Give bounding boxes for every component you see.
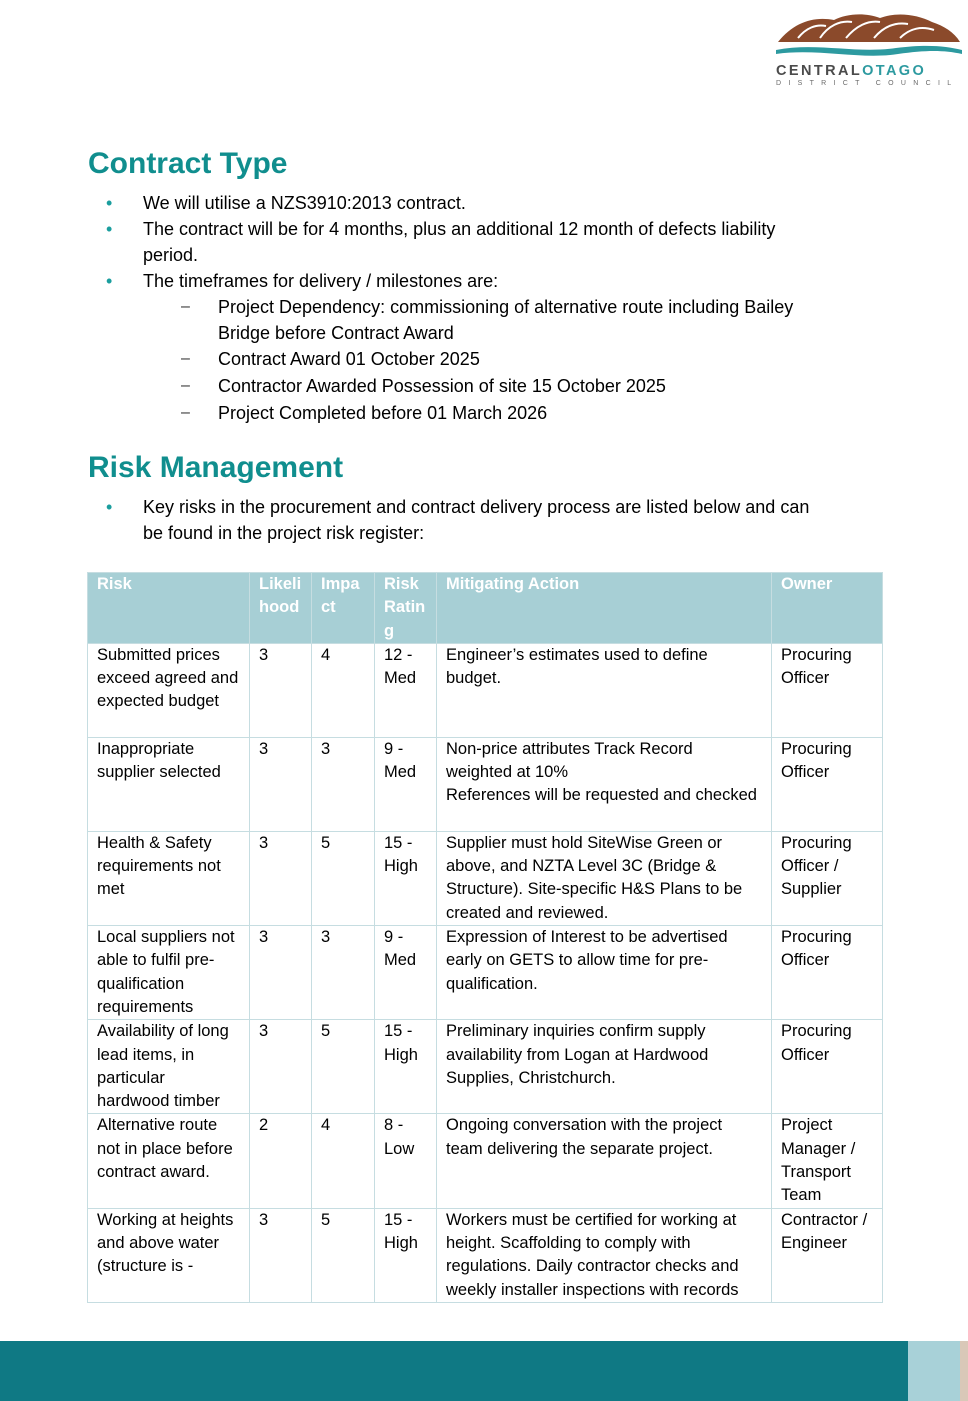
footer-accent xyxy=(908,1341,960,1401)
cell-owner: Procuring Officer xyxy=(772,643,883,737)
contract-type-heading: Contract Type xyxy=(88,147,288,180)
cell-risk: Working at heights and above water (structure is - xyxy=(88,1208,250,1302)
cell-rating: 15 - High xyxy=(375,1208,437,1302)
cell-risk: Submitted prices exceed agreed and expected budget xyxy=(88,643,250,737)
contract-bullet-1: We will utilise a NZS3910:2013 contract. xyxy=(143,193,466,213)
cell-risk: Health & Safety requirements not met xyxy=(88,831,250,925)
dash-icon: – xyxy=(181,298,190,315)
table-row xyxy=(88,831,883,925)
table-header-row xyxy=(88,573,883,644)
footer-bar xyxy=(0,1341,908,1401)
table-row xyxy=(88,1020,883,1114)
cell-rating: 12 - Med xyxy=(375,643,437,737)
header-owner: Owner xyxy=(772,573,883,644)
cell-impact: 5 xyxy=(312,1020,375,1114)
cell-risk: Alternative route not in place before contract award. xyxy=(88,1114,250,1208)
cell-impact: 5 xyxy=(312,831,375,925)
table-row xyxy=(88,1208,883,1302)
cell-mitigation: Supplier must hold SiteWise Green or above, and NZTA Level 3C (Bridge & Structure). Site-specific H&S Plans to be created and reviewed. xyxy=(437,831,772,925)
contract-bullet-3: The timeframes for delivery / milestones are: xyxy=(143,271,499,291)
hills-logo-graphic xyxy=(776,8,962,60)
cell-likelihood: 2 xyxy=(250,1114,312,1208)
cell-impact: 5 xyxy=(312,1208,375,1302)
cell-owner: Procuring Officer xyxy=(772,926,883,1020)
cell-likelihood: 3 xyxy=(250,643,312,737)
cell-mitigation: Ongoing conversation with the project team delivering the separate project. xyxy=(437,1114,772,1208)
cell-risk: Availability of long lead items, in particular hardwood timber xyxy=(88,1020,250,1114)
risk-management-heading: Risk Management xyxy=(88,451,344,484)
cell-mitigation: Workers must be certified for working at height. Scaffolding to comply with regulations. Daily contractor checks and weekly installer inspections with records xyxy=(437,1208,772,1302)
dash-icon: – xyxy=(181,350,190,367)
cell-owner: Procuring Officer xyxy=(772,737,883,831)
milestone-2: Contract Award 01 October 2025 xyxy=(218,349,480,369)
cell-impact: 3 xyxy=(312,737,375,831)
dash-icon: – xyxy=(181,377,190,394)
cell-likelihood: 3 xyxy=(250,1208,312,1302)
risk-intro-cont: be found in the project risk register: xyxy=(143,523,425,543)
milestone-4: Project Completed before 01 March 2026 xyxy=(218,403,548,423)
cell-rating: 9 - Med xyxy=(375,926,437,1020)
footer-edge xyxy=(960,1341,968,1401)
cell-impact: 4 xyxy=(312,1114,375,1208)
logo-title: CENTRALOTAGO xyxy=(776,63,927,79)
milestone-3: Contractor Awarded Possession of site 15 October 2025 xyxy=(218,376,666,396)
cell-owner: Procuring Officer xyxy=(772,1020,883,1114)
dash-icon: – xyxy=(181,404,190,421)
cell-mitigation: Preliminary inquiries confirm supply availability from Logan at Hardwood Supplies, Christchurch. xyxy=(437,1020,772,1114)
contract-bullet-2: The contract will be for 4 months, plus an additional 12 month of defects liability xyxy=(143,219,776,239)
table-row xyxy=(88,737,883,831)
table-row xyxy=(88,643,883,737)
risk-table xyxy=(87,572,883,1303)
cell-likelihood: 3 xyxy=(250,926,312,1020)
milestone-1: Project Dependency: commissioning of alternative route including Bailey xyxy=(218,297,794,317)
header-impact: Impact xyxy=(312,573,375,644)
milestone-1-cont: Bridge before Contract Award xyxy=(218,323,454,343)
council-logo xyxy=(776,8,962,90)
table-row xyxy=(88,926,883,1020)
cell-likelihood: 3 xyxy=(250,1020,312,1114)
bullet-icon: • xyxy=(106,497,113,517)
cell-mitigation: Expression of Interest to be advertised early on GETS to allow time for pre-qualification. xyxy=(437,926,772,1020)
cell-mitigation: Engineer’s estimates used to define budget. xyxy=(437,643,772,737)
header-risk-rating: Risk Rating xyxy=(375,573,437,644)
bullet-icon: • xyxy=(106,219,113,239)
cell-owner: Project Manager / Transport Team xyxy=(772,1114,883,1208)
header-mitigating-action: Mitigating Action xyxy=(437,573,772,644)
cell-owner: Contractor / Engineer xyxy=(772,1208,883,1302)
cell-impact: 4 xyxy=(312,643,375,737)
bullet-icon: • xyxy=(106,193,113,213)
header-likelihood: Likelihood xyxy=(250,573,312,644)
cell-owner: Procuring Officer / Supplier xyxy=(772,831,883,925)
contract-bullet-2-cont: period. xyxy=(143,245,199,265)
cell-risk: Local suppliers not able to fulfil pre-qualification requirements xyxy=(88,926,250,1020)
cell-risk: Inappropriate supplier selected xyxy=(88,737,250,831)
cell-rating: 15 - High xyxy=(375,831,437,925)
bullet-icon: • xyxy=(106,271,113,291)
cell-impact: 3 xyxy=(312,926,375,1020)
cell-mitigation: Non-price attributes Track Record weighted at 10% References will be requested and checked xyxy=(437,737,772,831)
risk-intro: Key risks in the procurement and contract delivery process are listed below and can xyxy=(143,497,810,517)
cell-rating: 8 - Low xyxy=(375,1114,437,1208)
cell-rating: 9 - Med xyxy=(375,737,437,831)
cell-rating: 15 - High xyxy=(375,1020,437,1114)
cell-likelihood: 3 xyxy=(250,831,312,925)
table-row xyxy=(88,1114,883,1208)
header-risk: Risk xyxy=(88,573,250,644)
cell-likelihood: 3 xyxy=(250,737,312,831)
logo-subtitle: DISTRICT COUNCIL xyxy=(776,80,959,87)
